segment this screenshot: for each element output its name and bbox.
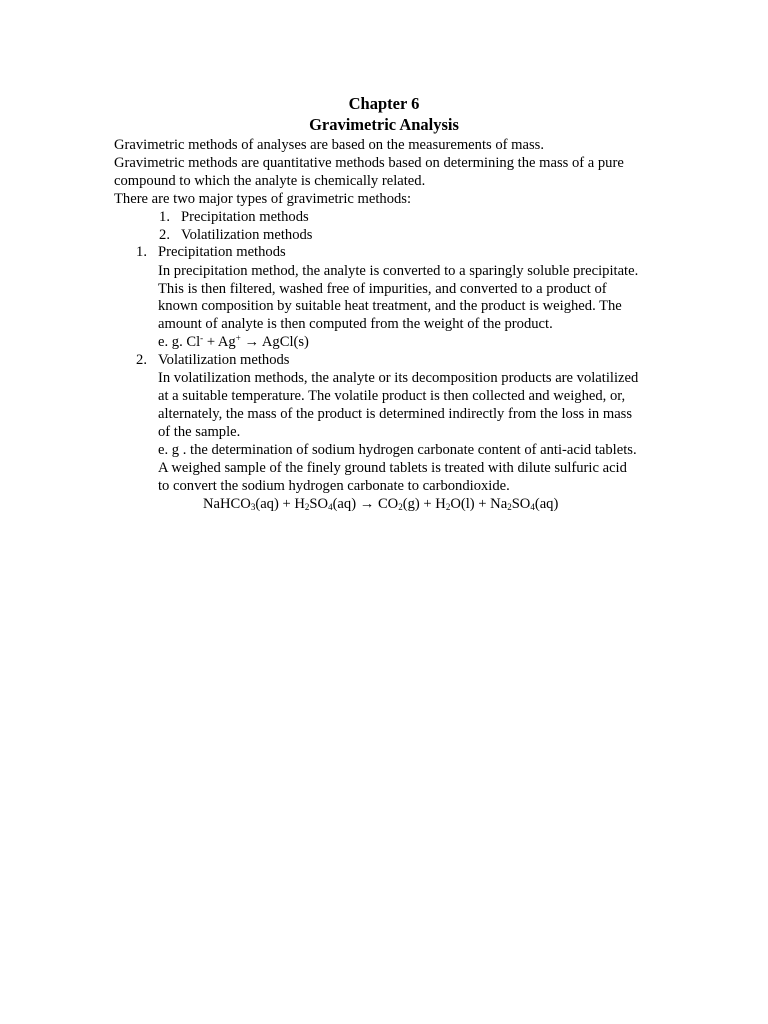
equation-subscript: 2 (445, 502, 451, 512)
precipitation-example (158, 333, 309, 351)
equation-text: (aq) (534, 496, 559, 512)
silver-charge: + (235, 333, 241, 343)
chapter-number: Chapter 6 (348, 94, 420, 113)
chemical-equation (203, 495, 558, 513)
section-number: 1. (136, 244, 147, 260)
equation-subscript: 4 (328, 502, 333, 512)
equation-text: SO (309, 496, 329, 512)
equation-text: SO (511, 496, 531, 512)
volatilization-paragraph-line: alternately, the mass of the product is determined indirectly from the loss in mass (158, 406, 633, 422)
types-list-number: 1. (159, 209, 170, 225)
equation-text: NaHCO (203, 496, 251, 512)
chapter-title: Gravimetric Analysis (309, 115, 459, 134)
volatilization-paragraph-line: In volatilization methods, the analyte or its decomposition products are volatilized (158, 370, 639, 386)
section-heading-volatilization: Volatilization methods (158, 352, 290, 368)
types-list-item: Volatilization methods (181, 227, 313, 243)
volatilization-paragraph-line: at a suitable temperature. The volatile product is then collected and weighed, or, (158, 388, 626, 404)
equation-text: (g) + H (402, 496, 446, 512)
precipitation-paragraph-line: In precipitation method, the analyte is converted to a sparingly soluble precipitate. (158, 263, 639, 279)
volatilization-paragraph-line: to convert the sodium hydrogen carbonate to carbondioxide. (158, 478, 510, 494)
example-text: → AgCl(s) (240, 334, 309, 350)
volatilization-paragraph-line: A weighed sample of the finely ground tablets is treated with dilute sulfuric acid (158, 460, 627, 476)
equation-text: (aq) → CO (332, 496, 399, 512)
section-number: 2. (136, 352, 147, 368)
intro-line-2: Gravimetric methods are quantitative methods based on determining the mass of a pure (114, 155, 624, 171)
section-heading-precipitation: Precipitation methods (158, 244, 286, 260)
volatilization-paragraph-line: of the sample. (158, 424, 241, 440)
equation-subscript: 2 (507, 502, 512, 512)
example-text: + Ag (203, 334, 236, 350)
precipitation-paragraph-line: This is then filtered, washed free of impurities, and converted to a product of (158, 281, 607, 297)
equation-text: (aq) + H (255, 496, 305, 512)
chloride-charge: - (200, 333, 204, 343)
equation-text: O(l) + Na (450, 496, 508, 512)
intro-line-4: There are two major types of gravimetric methods: (114, 191, 412, 207)
example-text: e. g. Cl (158, 334, 201, 350)
equation-subscript: 4 (530, 502, 535, 512)
types-list-number: 2. (159, 227, 170, 243)
equation-subscript: 2 (398, 502, 403, 512)
equation-subscript: 3 (250, 502, 256, 512)
equation-subscript: 2 (304, 502, 310, 512)
intro-line-1: Gravimetric methods of analyses are based on the measurements of mass. (114, 137, 544, 153)
intro-line-3: compound to which the analyte is chemically related. (114, 173, 426, 189)
precipitation-paragraph-line: known composition by suitable heat treatment, and the product is weighed. The (158, 298, 622, 314)
volatilization-paragraph-line: e. g . the determination of sodium hydrogen carbonate content of anti-acid tablets. (158, 442, 637, 458)
precipitation-paragraph-line: amount of analyte is then computed from the weight of the product. (158, 316, 553, 332)
types-list-item: Precipitation methods (181, 209, 309, 225)
